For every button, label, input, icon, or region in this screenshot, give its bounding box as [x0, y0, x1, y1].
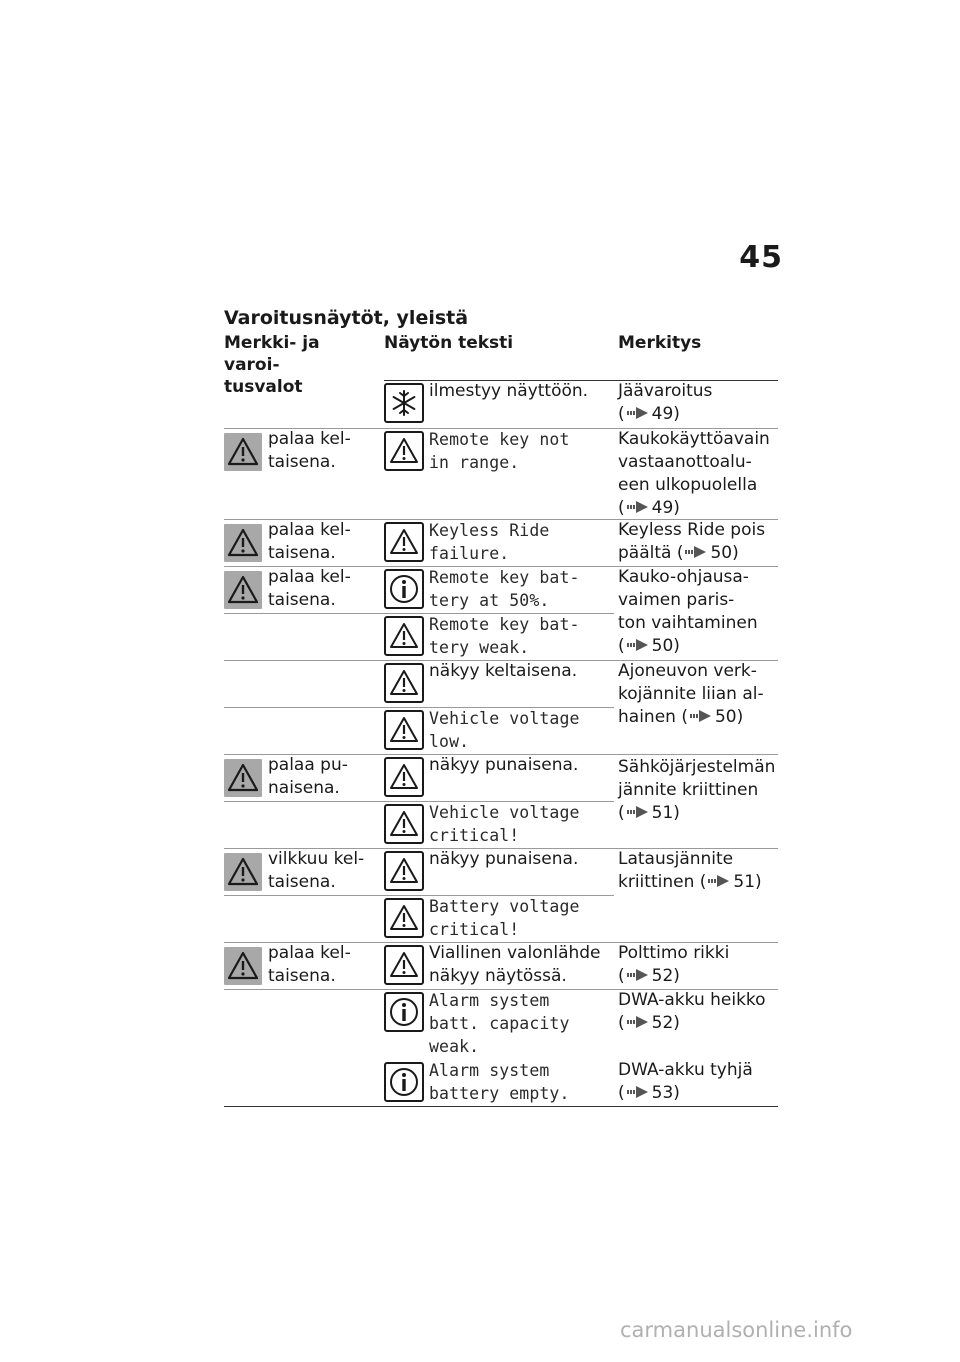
meaning-text: Jäävaroitus ( 49)	[618, 381, 713, 424]
info-icon	[384, 1062, 424, 1102]
header-display-text: Näytön teksti	[384, 333, 514, 353]
display-text: näkyy keltaisena.	[429, 661, 578, 681]
display-text: Remote key bat- tery at 50%.	[429, 568, 580, 610]
warning-triangle-icon	[384, 898, 424, 938]
indicator-text: vilkkuu kel- taisena.	[268, 849, 365, 892]
display-text: Keyless Ride failure.	[429, 521, 550, 563]
table-bottom-rule	[224, 1106, 778, 1107]
warning-triangle-icon	[384, 757, 424, 797]
display-text: näkyy punaisena.	[429, 755, 579, 775]
warning-light-icon	[224, 433, 262, 471]
indicator-text: palaa kel- taisena.	[268, 520, 351, 563]
display-text: Remote key not in range.	[429, 430, 570, 472]
display-text: Viallinen valonlähde näkyy näytössä.	[429, 943, 601, 986]
warning-triangle-icon	[384, 616, 424, 656]
page-number: 45	[739, 240, 783, 275]
warning-triangle-icon	[384, 522, 424, 562]
display-text: näkyy punaisena.	[429, 849, 579, 869]
meaning-text: Ajoneuvon verk- kojännite liian al- hainen ( 50)	[618, 661, 764, 727]
warning-light-icon	[224, 947, 262, 985]
section-title: Varoitusnäytöt, yleistä	[224, 307, 469, 329]
warning-light-icon	[224, 759, 262, 797]
display-text: Battery voltage critical!	[429, 897, 580, 939]
warning-triangle-icon	[384, 945, 424, 985]
meaning-text: Latausjännite kriittinen ( 51)	[618, 849, 762, 892]
indicator-text: palaa pu- naisena.	[268, 755, 348, 798]
meaning-text: DWA-akku tyhjä ( 53)	[618, 1060, 753, 1103]
indicator-text: palaa kel- taisena.	[268, 567, 351, 610]
meaning-text: Kauko-ohjausa- vaimen paris- ton vaihtaminen ( 50)	[618, 567, 758, 656]
display-text: ilmestyy näyttöön.	[429, 381, 589, 401]
warning-light-icon	[224, 571, 262, 609]
warning-triangle-icon	[384, 663, 424, 703]
meaning-text: Keyless Ride pois päältä ( 50)	[618, 520, 766, 563]
indicator-text: palaa kel- taisena.	[268, 429, 351, 472]
display-text: Vehicle voltage critical!	[429, 803, 580, 845]
meaning-text: Polttimo rikki ( 52)	[618, 943, 730, 986]
info-icon	[384, 569, 424, 609]
watermark: carmanualsonline.info	[620, 1318, 853, 1342]
warning-triangle-icon	[384, 710, 424, 750]
indicator-text: palaa kel- taisena.	[268, 943, 351, 986]
display-text: Alarm system battery empty.	[429, 1061, 570, 1103]
warning-triangle-icon	[384, 804, 424, 844]
warning-light-icon	[224, 524, 262, 562]
meaning-text: DWA-akku heikko ( 52)	[618, 990, 766, 1033]
warning-triangle-icon	[384, 431, 424, 471]
info-icon	[384, 992, 424, 1032]
header-meaning: Merkitys	[618, 333, 702, 353]
display-text: Remote key bat- tery weak.	[429, 615, 580, 657]
warning-triangle-icon	[384, 851, 424, 891]
warning-light-icon	[224, 853, 262, 891]
meaning-text: Sähköjärjestelmän jännite kriittinen ( 51)	[618, 757, 776, 823]
header-indicator-lights: Merkki- ja varoi- tusvalot	[224, 333, 320, 397]
snowflake-icon	[384, 383, 424, 423]
display-text: Alarm system batt. capacity weak.	[429, 991, 570, 1056]
meaning-text: Kaukokäyttöavain vastaanottoalu- een ulkopuolella ( 49)	[618, 429, 770, 518]
display-text: Vehicle voltage low.	[429, 709, 580, 751]
